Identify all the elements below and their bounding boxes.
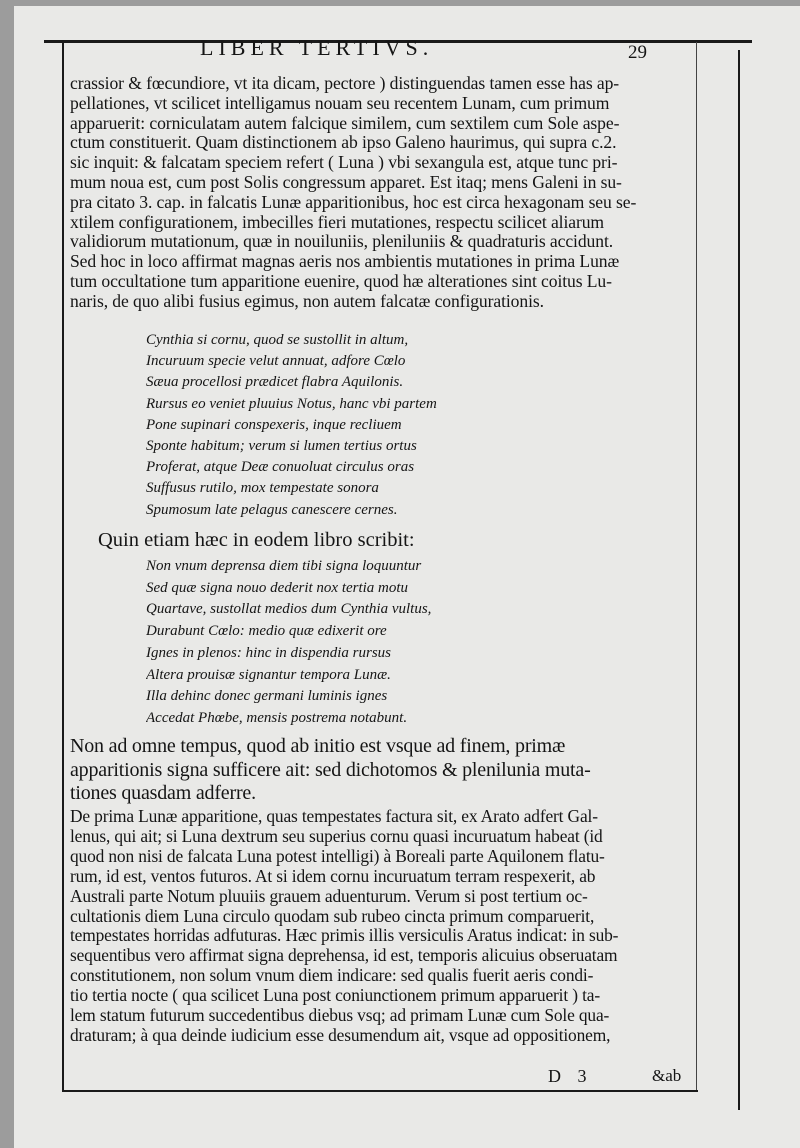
text-line: validiorum mutationum, quæ in nouiluniis, pleniluniis & quadraturis accidunt. — [70, 232, 614, 252]
verse-line: Non vnum deprensa diem tibi signa loquuntur — [146, 558, 422, 574]
verse-line: Sæua procellosi prædicet flabra Aquilonis. — [146, 374, 404, 391]
text-line: tum occultatione tum apparitione euenire, quod hæ alterationes sint coitus Lu- — [70, 271, 612, 291]
verse-line: Pone supinari conspexeris, inque recliuem — [146, 416, 402, 433]
text-line: lenus, qui ait; si Luna dextrum seu superius cornu quasi incuruatum habeat (id — [70, 826, 603, 846]
verse-line: Suffusus rutilo, mox tempestate sonora — [146, 480, 379, 497]
verse-quotation-2 — [146, 556, 666, 730]
text-line: mum noua est, cum post Solis congressum apparet. Est itaq; mens Galeni in su- — [70, 172, 622, 192]
running-head: LIBER TERTIVS. — [200, 35, 434, 60]
text-line: rum, id est, ventos futuros. At si idem cornu incuruatum terram respexerit, ab — [70, 866, 596, 886]
text-line: Australi parte Notum pluuiis grauem aduenturum. Verum si post tertium oc- — [70, 886, 588, 906]
verse-line: Ignes in plenos: hinc in dispendia rursus — [146, 644, 391, 661]
text-line: crassior & fœcundiore, vt ita dicam, pectore ) distinguendas tamen esse has ap- — [70, 74, 620, 93]
text-line: pra citato 3. cap. in falcatis Lunæ apparitionibus, hoc est circa hexagonam seu se- — [70, 192, 637, 212]
verse-line: Altera prouisæ signantur tempora Lunæ. — [146, 666, 391, 683]
signature-mark: D 3 — [548, 1066, 593, 1086]
verse-line: Spumosum late pelagus canescere cernes. — [146, 501, 398, 518]
text-line: draturam; à qua deinde iudicium esse desumendum ait, vsque ad oppositionem, — [70, 1025, 611, 1045]
text-line: tempestates horridas adfuturas. Hæc primis illis versiculis Aratus indicat: in sub- — [70, 926, 619, 946]
text-line: ctum constituerit. Quam distinctionem ab ipso Galeno haurimus, qui supra c.2. — [70, 133, 617, 153]
commentary-paragraph — [70, 735, 696, 806]
text-line: constitutionem, non solum vnum diem indicare: sed qualis fuerit aeris condi- — [70, 966, 594, 986]
text-line: pellationes, vt scilicet intelligamus nouam seu recentem Lunam, cum primum — [70, 93, 610, 113]
text-line: apparitionis signa sufficere ait: sed dichotomos & plenilunia muta- — [70, 758, 591, 781]
text-line: quod non nisi de falcata Luna potest intelligi) à Boreali parte Aquilonem flatu- — [70, 846, 605, 866]
verse-line: Rursus eo veniet pluuius Notus, hanc vbi partem — [146, 395, 437, 412]
paragraph-2 — [70, 807, 694, 1046]
text-line: tio tertia nocte ( qua scilicet Luna post coniunctionem primum apparuerit ) ta- — [70, 986, 600, 1006]
text-line: tiones quasdam adferre. — [70, 782, 256, 804]
verse-quotation-1 — [146, 330, 666, 521]
paragraph-1 — [70, 74, 692, 312]
frame-rule-right — [738, 50, 740, 1110]
text-line: lem statum futurum succedentibus diebus vsq; ad primam Lunæ cum Sole qua- — [70, 1006, 610, 1026]
verse-line: Sponte habitum; verum si lumen tertius ortus — [146, 438, 417, 455]
verse-line: Quartave, sustollat medios dum Cynthia vultus, — [146, 601, 432, 618]
verse-line: Durabunt Cœlo: medio quæ edixerit ore — [146, 623, 387, 640]
text-line: apparuerit: corniculatam autem falcique similem, cum sextilem cum Sole aspe- — [70, 113, 620, 133]
margin-rule — [696, 42, 697, 1090]
verse-line: Sed quæ signa nouo dederit nox tertia motu — [146, 579, 409, 596]
verse-line: Proferat, atque Deæ conuoluat circulus oras — [146, 459, 415, 476]
frame-rule-bottom — [62, 1090, 698, 1092]
catchword: &ab — [652, 1066, 682, 1085]
page-number: 29 — [628, 42, 647, 63]
verse-line: Illa dehinc donec germani luminis ignes — [146, 688, 388, 705]
text-line: Non ad omne tempus, quod ab initio est vsque ad finem, primæ — [70, 735, 566, 757]
text-line: naris, de quo alibi fusius egimus, non autem falcatæ configurationis. — [70, 291, 544, 311]
text-line: sic inquit: & falcatam speciem refert ( Luna ) vbi sexangula est, atque tunc pri- — [70, 153, 618, 173]
verse-line: Incuruum specie velut annuat, adfore Cœlo — [146, 353, 406, 370]
text-line: xtilem configurationem, imbecilles fieri mutationes, respectu scilicet aliarum — [70, 212, 605, 232]
verse-line: Cynthia si cornu, quod se sustollit in altum, — [146, 332, 409, 348]
text-line: cultationis diem Luna circulo quodam sub rubeo cincta primum comparuerit, — [70, 906, 595, 926]
text-line: De prima Lunæ apparitione, quas tempestates factura sit, ex Arato adfert Gal- — [70, 807, 598, 826]
frame-rule-left — [62, 41, 64, 1091]
verse-line: Accedat Phœbe, mensis postrema notabunt. — [146, 709, 408, 726]
text-line: Sed hoc in loco affirmat magnas aeris nos ambientis mutationes in prima Lunæ — [70, 252, 620, 272]
text-line: sequentibus vero affirmat signa deprehensa, id est, temporis alicuius obseruatam — [70, 946, 618, 966]
transition-line: Quin etiam hæc in eodem libro scribit: — [98, 529, 415, 551]
